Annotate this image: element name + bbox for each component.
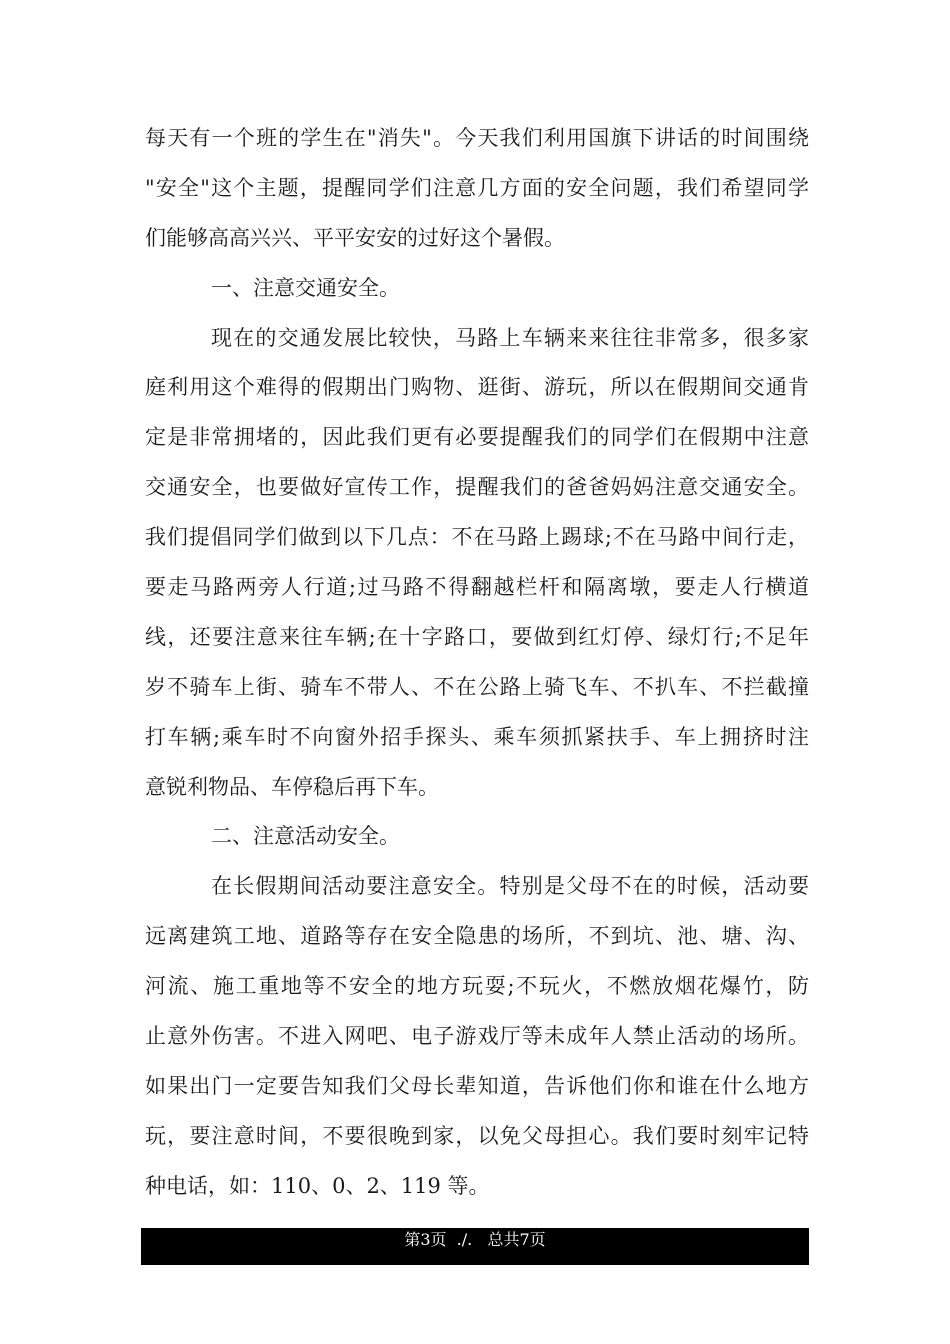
paragraph-line: 如果出门一定要告知我们父母长辈知道，告诉他们你和谁在什么地方	[145, 1073, 809, 1098]
section-heading-traffic: 一、注意交通安全。	[211, 275, 400, 300]
paragraph-line: 在长假期间活动要注意安全。特别是父母不在的时候，活动要	[211, 874, 809, 899]
paragraph-line: 交通安全，也要做好宣传工作，提醒我们的爸爸妈妈注意交通安全。	[145, 475, 809, 500]
paragraph-line: 定是非常拥堵的，因此我们更有必要提醒我们的同学们在假期中注意	[145, 425, 809, 450]
section-heading-activity: 二、注意活动安全。	[211, 824, 400, 849]
page-number-label: 第3页 ./. 总共7页	[404, 1230, 546, 1249]
page-footer-bar	[141, 1228, 809, 1265]
paragraph-line: 种电话，如：110、0、2、119 等。	[145, 1173, 490, 1198]
body-text	[145, 114, 809, 1212]
paragraph-line: 河流、施工重地等不安全的地方玩耍;不玩火，不燃放烟花爆竹，防	[145, 974, 809, 999]
paragraph-line: 岁不骑车上街、骑车不带人、不在公路上骑飞车、不扒车、不拦截撞	[145, 674, 809, 699]
paragraph-line: 线，还要注意来往车辆;在十字路口，要做到红灯停、绿灯行;不足年	[145, 624, 809, 649]
paragraph-line: 打车辆;乘车时不向窗外招手探头、乘车须抓紧扶手、车上拥挤时注	[145, 724, 809, 749]
paragraph-line: 玩，要注意时间，不要很晚到家，以免父母担心。我们要时刻牢记特	[145, 1123, 809, 1148]
paragraph-line: 庭利用这个难得的假期出门购物、逛街、游玩，所以在假期间交通肯	[145, 375, 809, 400]
paragraph-line: 们能够高高兴兴、平平安安的过好这个暑假。	[145, 225, 565, 250]
paragraph-line: 要走马路两旁人行道;过马路不得翻越栏杆和隔离墩，要走人行横道	[145, 575, 809, 600]
paragraph-line: "安全"这个主题，提醒同学们注意几方面的安全问题，我们希望同学	[145, 175, 809, 200]
paragraph-line: 意锐利物品、车停稳后再下车。	[145, 774, 439, 799]
paragraph-line: 远离建筑工地、道路等存在安全隐患的场所，不到坑、池、塘、沟、	[145, 924, 809, 949]
paragraph-line: 现在的交通发展比较快，马路上车辆来来往往非常多，很多家	[211, 325, 809, 350]
paragraph-line: 我们提倡同学们做到以下几点：不在马路上踢球;不在马路中间行走，	[145, 525, 809, 550]
paragraph-line: 每天有一个班的学生在"消失"。今天我们利用国旗下讲话的时间围绕	[145, 126, 809, 150]
paragraph-line: 止意外伤害。不进入网吧、电子游戏厅等未成年人禁止活动的场所。	[145, 1024, 809, 1049]
